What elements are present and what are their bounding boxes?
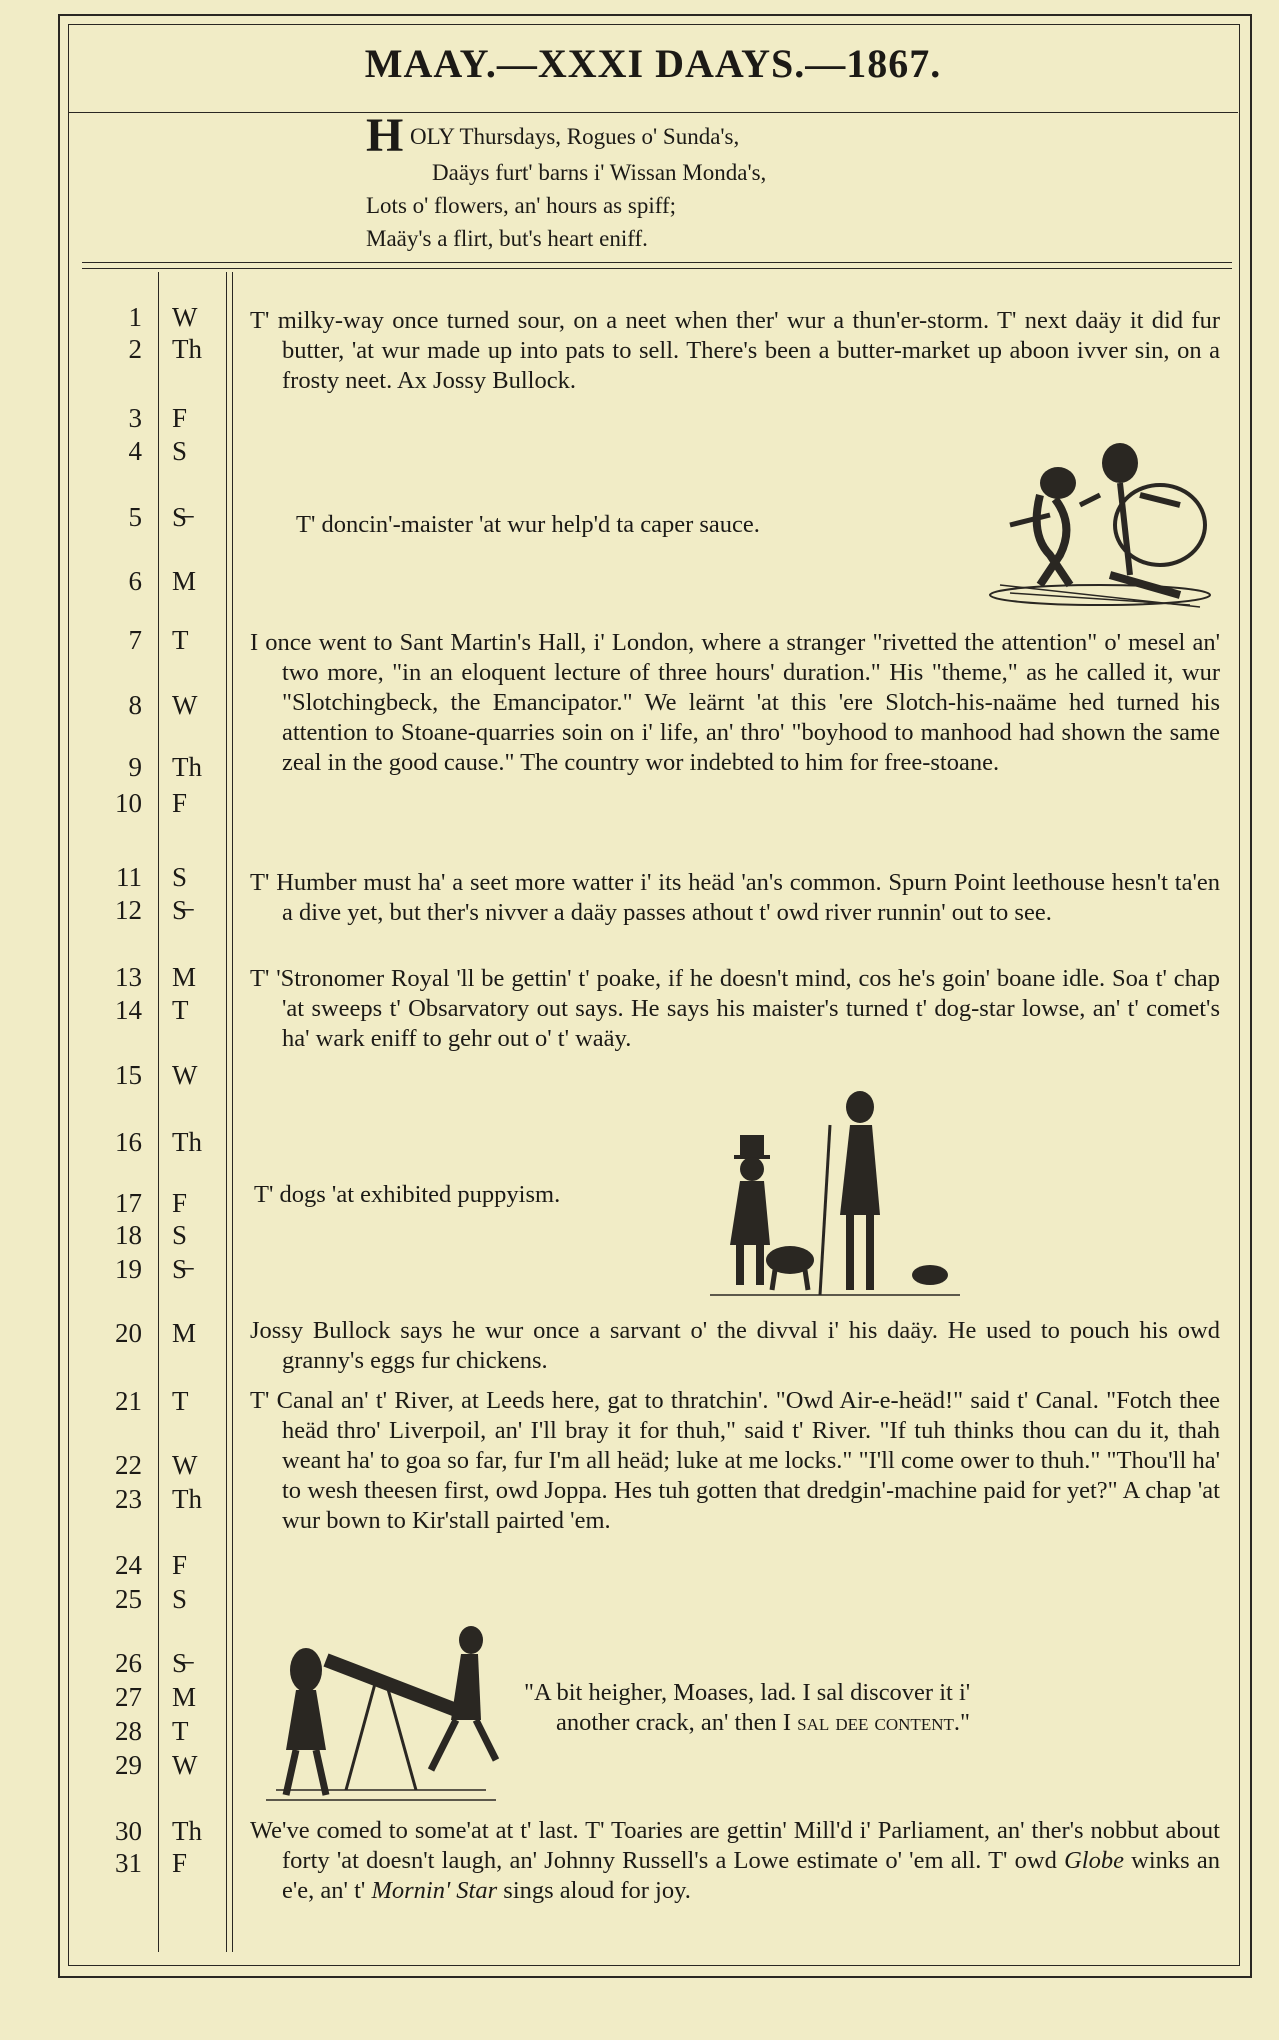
day-number: 7 bbox=[128, 625, 142, 655]
weekday-letter: F bbox=[172, 1550, 188, 1580]
entry-jossy: Jossy Bullock says he wur once a sarvant o' the divval i' his daäy. He used to pouch his owd granny's eggs fur chickens. bbox=[250, 1317, 1220, 1374]
day-number: 22 bbox=[115, 1450, 142, 1480]
weekday-letter: S̶ bbox=[172, 1648, 188, 1678]
weekday-letter: S bbox=[172, 1584, 188, 1614]
weekday-letter: W bbox=[172, 302, 198, 332]
weekday-letter: S̶ bbox=[172, 502, 188, 532]
verse-line-3: Lots o' flowers, an' hours as spiff; bbox=[366, 193, 677, 218]
weekday-letter: W bbox=[172, 690, 198, 720]
day-number: 3 bbox=[128, 403, 142, 433]
caption-doncin: T' doncin'-maister 'at wur help'd ta caper sauce. bbox=[296, 511, 760, 538]
entry-milky-way: T' milky-way once turned sour, on a neet when ther' wur a thun'er-storm. T' next daäy it did fur butter, 'at wur made up into pats to sell. There's been a butter-market up aboon ivver sin, on a frosty neet. Ax Jossy Bullock. bbox=[250, 307, 1220, 394]
day-number: 14 bbox=[115, 995, 142, 1025]
weekday-letter: F bbox=[172, 1848, 188, 1878]
day-number: 10 bbox=[115, 788, 142, 818]
caption-heigher: "A bit heigher, Moases, lad. I sal discover it i' another crack, an' then I sal dee content." bbox=[524, 1679, 971, 1736]
day-number: 18 bbox=[115, 1220, 142, 1250]
day-number: 2 bbox=[128, 334, 142, 364]
verse-rule-bottom bbox=[82, 268, 1232, 269]
day-number: 8 bbox=[128, 690, 142, 720]
entry-toaries: We've comed to some'at at t' last. T' Toaries are gettin' Mill'd i' Parliament, an' ther's nobbut about forty 'at doesn't laugh, an' Johnny Russell's a Lowe estimate o' 'em all. T' owd Globe winks an e'e, an' t' Mornin' Star sings aloud for joy. bbox=[250, 1817, 1221, 1904]
weekday-letter: T bbox=[172, 1716, 189, 1746]
drop-cap: H bbox=[366, 109, 404, 162]
day-number: 25 bbox=[115, 1584, 142, 1614]
weekday-letter: S bbox=[172, 436, 188, 466]
verse-line-1: HOLY Thursdays, Rogues o' Sunda's, bbox=[366, 109, 740, 162]
weekday-letter: M bbox=[172, 1318, 197, 1348]
page-title: MAAY.—XXXI DAAYS.—1867. bbox=[364, 41, 942, 86]
day-number: 20 bbox=[115, 1318, 142, 1348]
date-column-divider bbox=[158, 272, 159, 1952]
verse-rule-top bbox=[82, 262, 1232, 263]
day-number: 17 bbox=[115, 1188, 142, 1218]
day-number: 16 bbox=[115, 1127, 142, 1157]
weekday-letter: Th bbox=[172, 1816, 202, 1846]
day-number: 31 bbox=[115, 1848, 142, 1878]
dog-show-illustration bbox=[700, 1085, 970, 1305]
weekday-letter: S̶ bbox=[172, 1254, 188, 1284]
day-number: 30 bbox=[115, 1816, 142, 1846]
entry-sant-martin: I once went to Sant Martin's Hall, i' London, where a stranger "rivetted the attention" o' mesel an' two more, "in an eloquent lecture of three hours' duration." His "theme," as he called it, wur "Slotchingbeck, the Emancipator." We leärnt 'at this 'ere Slotch-his-naäme hed turned his attention to Stoane-quarries soin on i' life, an' thro' "boyhood to manhood had shown the same zeal in the good cause." The country wor indebted to him for free-stoane. bbox=[250, 629, 1220, 776]
title-rule bbox=[68, 112, 1238, 113]
day-number: 27 bbox=[115, 1682, 142, 1712]
caption-dogs: T' dogs 'at exhibited puppyism. bbox=[254, 1181, 561, 1208]
weekday-letter: S bbox=[172, 1220, 188, 1250]
day-number: 9 bbox=[128, 752, 142, 782]
weekday-letter: M bbox=[172, 1682, 197, 1712]
weekday-letter: Th bbox=[172, 1484, 202, 1514]
entry-humber: T' Humber must ha' a seet more watter i' its heäd 'an's common. Spurn Point leethouse hesn't ta'en a dive yet, but ther's nivver a daäy passes athout t' owd river runnin' out to see. bbox=[250, 869, 1220, 926]
weekday-letter: M bbox=[172, 962, 197, 992]
day-number: 26 bbox=[115, 1648, 142, 1678]
weekday-letter: S bbox=[172, 862, 188, 892]
weekday-letter: W bbox=[172, 1750, 198, 1780]
weekday-letter: T bbox=[172, 995, 189, 1025]
day-number: 6 bbox=[128, 566, 142, 596]
weekday-letter: Th bbox=[172, 752, 202, 782]
weekday-letter: S̶ bbox=[172, 895, 188, 925]
day-number: 5 bbox=[128, 502, 142, 532]
weekday-letter: T bbox=[172, 625, 189, 655]
verse-line-4: Maäy's a flirt, but's heart eniff. bbox=[366, 226, 648, 251]
day-number: 12 bbox=[115, 895, 142, 925]
day-number: 28 bbox=[115, 1716, 142, 1746]
day-number: 4 bbox=[128, 436, 142, 466]
day-number: 1 bbox=[128, 302, 142, 332]
day-number: 11 bbox=[116, 862, 142, 892]
weekday-letter: W bbox=[172, 1060, 198, 1090]
weekday-letter: F bbox=[172, 1188, 188, 1218]
weekday-letter: F bbox=[172, 788, 188, 818]
verse-line-2: Daäys furt' barns i' Wissan Monda's, bbox=[432, 160, 767, 185]
day-number: 13 bbox=[115, 962, 142, 992]
entry-stronomer: T' 'Stronomer Royal 'll be gettin' t' poake, if he doesn't mind, cos he's goin' boane idle. Soa t' chap 'at sweeps t' Obsarvatory out says. He says his maister's turned t' dog-star lowse, an' t' comet's ha' wark eniff to gehr out o' t' waäy. bbox=[250, 965, 1220, 1052]
day-number: 24 bbox=[115, 1550, 142, 1580]
weekday-letter: Th bbox=[172, 1127, 202, 1157]
weekday-letter: F bbox=[172, 403, 188, 433]
verse bbox=[366, 109, 767, 255]
day-number: 19 bbox=[115, 1254, 142, 1284]
weekday-letter: W bbox=[172, 1450, 198, 1480]
weekday-letter: T bbox=[172, 1386, 189, 1416]
telescope-illustration bbox=[256, 1620, 506, 1810]
day-number: 15 bbox=[115, 1060, 142, 1090]
day-number: 23 bbox=[115, 1484, 142, 1514]
day-number: 29 bbox=[115, 1750, 142, 1780]
weekday-column-divider-right bbox=[232, 272, 233, 1952]
dancing-master-illustration bbox=[980, 435, 1220, 615]
weekday-letter: Th bbox=[172, 334, 202, 364]
weekday-letter: M bbox=[172, 566, 197, 596]
day-number: 21 bbox=[115, 1386, 142, 1416]
entry-canal: T' Canal an' t' River, at Leeds here, gat to thratchin'. "Owd Air-e-heäd!" said t' Canal. "Fotch thee heäd thro' Liverpoil, an' I'll bray it for thuh," said t' River. "If tuh thinks thou can du it, thah weant ha' to goa so far, fur I'm all heäd; luke at me locks." "I'll come ower to thuh." "Thou'll ha' to wesh theesen first, owd Joppa. Hes tuh gotten that dredgin'-machine paid for yet?" A chap 'at wur bown to Kir'stall pairted 'em. bbox=[250, 1387, 1220, 1534]
